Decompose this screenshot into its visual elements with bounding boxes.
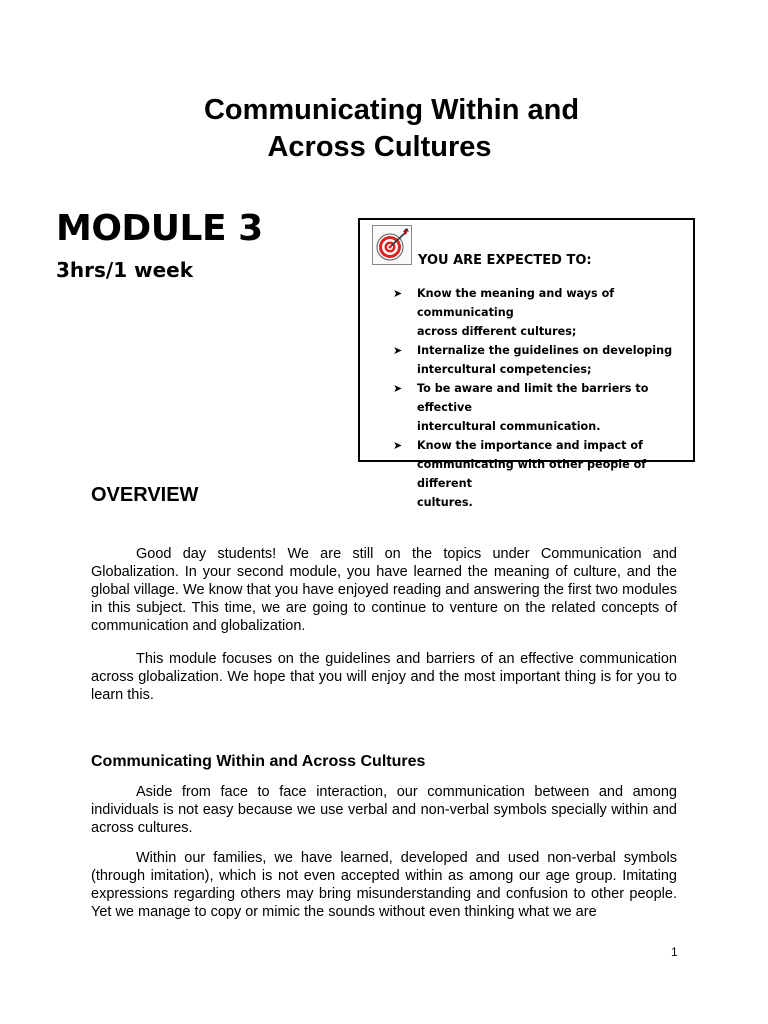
page-number: 1	[671, 945, 678, 959]
objective-item: ➤ Know the importance and impact of communicating with other people of different cultures.	[388, 436, 688, 512]
module-label: MODULE 3	[56, 208, 263, 249]
overview-paragraph-2: This module focuses on the guidelines and barriers of an effective communication across globalization. We hope that you will enjoy and the most important thing is for you to learn this.	[91, 651, 677, 703]
objectives-list	[388, 284, 688, 512]
title-line-1: Communicating Within and	[203, 94, 580, 126]
arrow-bullet-icon: ➤	[393, 439, 403, 452]
module-duration: 3hrs/1 week	[56, 258, 194, 282]
arrow-bullet-icon: ➤	[393, 344, 403, 357]
objective-item: ➤ To be aware and limit the barriers to effective intercultural communication.	[388, 379, 688, 436]
target-dart-icon	[372, 225, 412, 265]
overview-heading: OVERVIEW	[91, 484, 199, 506]
objective-item: ➤ Know the meaning and ways of communicating across different cultures;	[388, 284, 688, 341]
arrow-bullet-icon: ➤	[393, 287, 403, 300]
section-paragraph-2: Within our families, we have learned, developed and used non-verbal symbols (through imitation), which is not even accepted within as among our age group. Imitating expressions regarding others may bring misunderstanding and confusion to other people. Yet we manage to copy or mimic the sounds without even thinking what we are	[91, 850, 677, 920]
objectives-box	[358, 218, 695, 509]
objective-item: ➤ Internalize the guidelines on developing intercultural competencies;	[388, 341, 688, 379]
section-paragraph-1: Aside from face to face interaction, our communication between and among individuals is not easy because we use verbal and non-verbal symbols specially within and across cultures.	[91, 784, 677, 836]
document-title	[0, 92, 768, 166]
arrow-bullet-icon: ➤	[393, 382, 403, 395]
section-heading: Communicating Within and Across Cultures	[91, 753, 426, 770]
overview-paragraph-1: Good day students! We are still on the topics under Communication and Globalization. In your second module, you have learned the meaning of culture, and the global village. We know that you have enjoyed reading and answering the first two modules in this subject. This time, we are going to continue to venture on the related concepts of communication and globalization.	[91, 546, 677, 634]
objectives-heading: YOU ARE EXPECTED TO:	[418, 253, 592, 268]
title-line-2: Across Cultures	[267, 131, 492, 163]
